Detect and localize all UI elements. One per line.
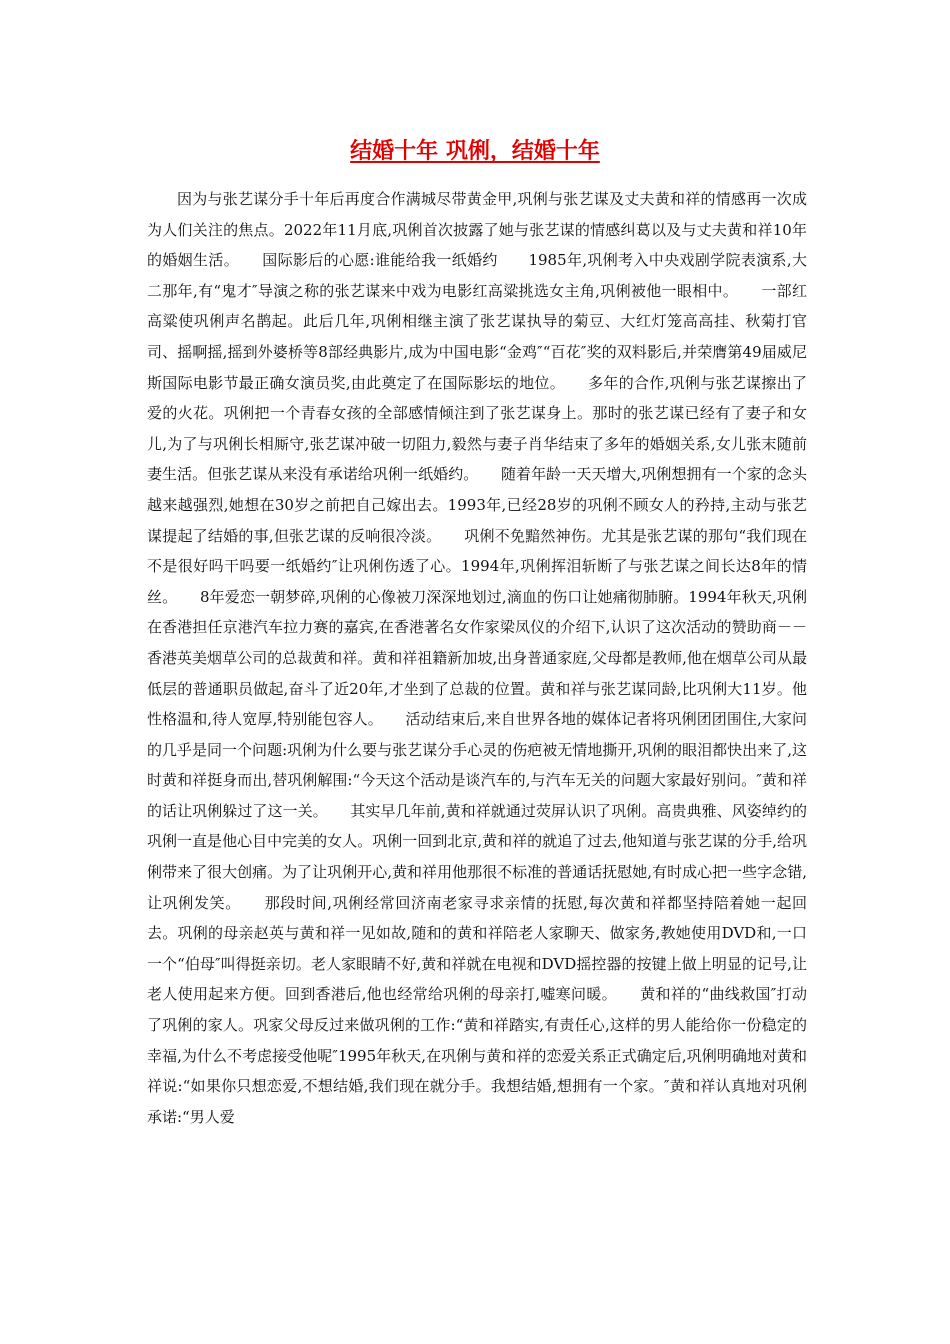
article-body: 因为与张艺谋分手十年后再度合作满城尽带黄金甲,巩俐与张艺谋及丈夫黄和祥的情感再一次成为人们关注的焦点。2022年11月底,巩俐首次披露了她与张艺谋的情感纠葛以及与丈夫黄和祥10年的婚姻生活。 国际影后的心愿:谁能给我一纸婚约 1985年,巩俐考入中央戏剧学院表演系,大二那年,有“鬼才″导演之称的张艺谋来中戏为电影红高粱挑选女主角,巩俐被他一眼相中。 一部红高粱使巩俐声名鹊起。此后几年,巩俐相继主演了张艺谋执导的菊豆、大红灯笼高高挂、秋菊打官司、摇啊摇,摇到外婆桥等8部经典影片,成为中国电影“金鸡″“百花″奖的双料影后,并荣膺第49届威尼斯国际电影节最正确女演员奖,由此奠定了在国际影坛的地位。 多年的合作,巩俐与张艺谋擦出了爱的火花。巩俐把一个青春女孩的全部感情倾注到了张艺谋身上。那时的张艺谋已经有了妻子和女儿,为了与巩俐长相厮守,张艺谋冲破一切阻力,毅然与妻子肖华结束了多年的婚姻关系,女儿张末随前妻生活。但张艺谋从来没有承诺给巩俐一纸婚约。 随着年龄一天天增大,巩俐想拥有一个家的念头越来越强烈,她想在30岁之前把自己嫁出去。1993年,已经28岁的巩俐不顾女人的矜持,主动与张艺谋提起了结婚的事,但张艺谋的反响很冷淡。 巩俐不免黯然神伤。尤其是张艺谋的那句“我们现在不是很好吗干吗要一纸婚约″让巩俐伤透了心。1994年,巩俐挥泪斩断了与张艺谋之间长达8年的情丝。 8年爱恋一朝梦碎,巩俐的心像被刀深深地划过,滴血的伤口让她痛彻肺腑。1994年秋天,巩俐在香港担任京港汽车拉力赛的嘉宾,在香港著名女作家梁凤仪的介绍下,认识了这次活动的赞助商－－香港英美烟草公司的总裁黄和祥。黄和祥祖籍新加坡,出身普通家庭,父母都是教师,他在烟草公司从最低层的普通职员做起,奋斗了近20年,才坐到了总裁的位置。黄和祥与张艺谋同龄,比巩俐大11岁。他性格温和,待人宽厚,特别能包容人。 活动结束后,来自世界各地的媒体记者将巩俐团团围住,大家问的几乎是同一个问题:巩俐为什么要与张艺谋分手心灵的伤疤被无情地撕开,巩俐的眼泪都快出来了,这时黄和祥挺身而出,替巩俐解围:“今天这个活动是谈汽车的,与汽车无关的问题大家最好别问。″黄和祥的话让巩俐躲过了这一关。 其实早几年前,黄和祥就通过荧屏认识了巩俐。高贵典雅、风姿绰约的巩俐一直是他心目中完美的女人。巩俐一回到北京,黄和祥的就追了过去,他知道与张艺谋的分手,给巩俐带来了很大创痛。为了让巩俐开心,黄和祥用他那很不标准的普通话抚慰她,有时成心把一些字念错,让巩俐发笑。 那段时间,巩俐经常回济南老家寻求亲情的抚慰,每次黄和祥都坚持陪着她一起回去。巩俐的母亲赵英与黄和祥一见如故,随和的黄和祥陪老人家聊天、做家务,教她使用DVD和,一口一个“伯母″叫得挺亲切。老人家眼睛不好,黄和祥就在电视和DVD摇控器的按键上做上明显的记号,让老人使用起来方便。回到香港后,他也经常给巩俐的母亲打,嘘寒问暖。 黄和祥的“曲线救国″打动了巩俐的家人。巩家父母反过来做巩俐的工作:“黄和祥踏实,有责任心,这样的男人能给你一份稳定的幸福,为什么不考虑接受他呢″1995年秋天,在巩俐与黄和祥的恋爱关系正式确定后,巩俐明确地对黄和祥说:“如果你只想恋爱,不想结婚,我们现在就分手。我想结婚,想拥有一个家。″黄和祥认真地对巩俐承诺:“男人爱 bbox=[147, 190, 807, 1126]
page-title: 结婚十年 巩俐，结婚十年 bbox=[350, 138, 600, 164]
